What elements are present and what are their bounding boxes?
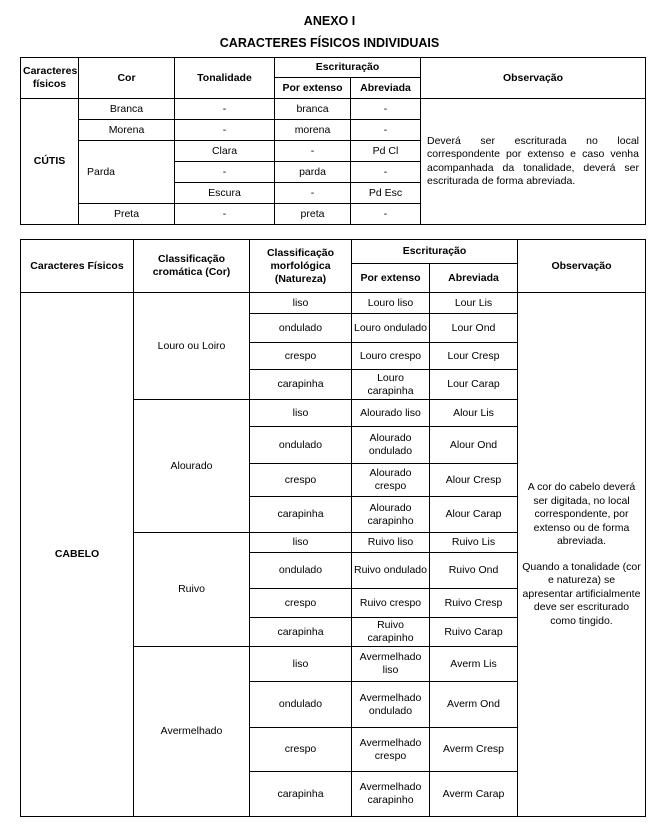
cell-extenso: - — [275, 183, 351, 204]
observation-cutis: Deverá ser escriturada no local correspondente por extenso e caso venha acompanhada da tonalidade, deverá ser escriturada de forma abreviada. — [421, 99, 646, 225]
cell-natureza: carapinha — [250, 772, 352, 817]
header-cor: Cor — [79, 58, 175, 99]
cell-tonalidade: - — [175, 162, 275, 183]
cell-natureza: liso — [250, 533, 352, 553]
cell-extenso: branca — [275, 99, 351, 120]
cell-abreviada: - — [351, 99, 421, 120]
header-por-extenso: Por extenso — [352, 264, 430, 293]
header-observacao: Observação — [518, 240, 646, 293]
table-row — [21, 293, 646, 314]
cell-extenso: morena — [275, 120, 351, 141]
header-caracteres: Caracteres físicos — [21, 58, 79, 99]
cell-cor: Preta — [79, 204, 175, 225]
cell-abreviada: Pd Cl — [351, 141, 421, 162]
cell-abreviada: Averm Ond — [430, 682, 518, 728]
cell-natureza: ondulado — [250, 682, 352, 728]
cell-natureza: ondulado — [250, 427, 352, 464]
cell-abreviada: Alour Ond — [430, 427, 518, 464]
header-classificacao-cromatica: Classificação cromática (Cor) — [134, 240, 250, 293]
cell-natureza: liso — [250, 293, 352, 314]
header-caracteres: Caracteres Físicos — [21, 240, 134, 293]
group-label-cutis: CÚTIS — [21, 99, 79, 225]
cell-extenso: Alourado crespo — [352, 464, 430, 497]
cell-abreviada: Lour Carap — [430, 370, 518, 400]
header-abreviada: Abreviada — [351, 78, 421, 99]
cell-abreviada: Alour Lis — [430, 400, 518, 427]
cell-abreviada: Ruivo Cresp — [430, 589, 518, 618]
cell-abreviada: Averm Cresp — [430, 728, 518, 772]
cell-abreviada: Lour Cresp — [430, 343, 518, 370]
observation-paragraph-2: Quando a tonalidade (cor e natureza) se apresentar artificialmente deve ser escriturado como tingido. — [522, 560, 641, 627]
cell-natureza: crespo — [250, 464, 352, 497]
cell-extenso: preta — [275, 204, 351, 225]
cell-abreviada: Ruivo Lis — [430, 533, 518, 553]
cell-natureza: carapinha — [250, 497, 352, 533]
header-observacao: Observação — [421, 58, 646, 99]
cell-natureza: ondulado — [250, 314, 352, 343]
cell-extenso: Avermelhado liso — [352, 647, 430, 682]
cell-abreviada: Ruivo Ond — [430, 553, 518, 589]
cell-extenso: Ruivo crespo — [352, 589, 430, 618]
cell-abreviada: Ruivo Carap — [430, 618, 518, 647]
cell-tonalidade: Escura — [175, 183, 275, 204]
annex-title: ANEXO I — [303, 14, 356, 28]
cell-extenso: Ruivo liso — [352, 533, 430, 553]
header-classificacao-morfologica: Classificação morfológica (Natureza) — [250, 240, 352, 293]
cell-tonalidade: - — [175, 99, 275, 120]
cell-extenso: Alourado liso — [352, 400, 430, 427]
cell-extenso: parda — [275, 162, 351, 183]
header-escrituracao: Escrituração — [275, 58, 421, 78]
cell-tonalidade: - — [175, 204, 275, 225]
cell-natureza: liso — [250, 647, 352, 682]
header-escrituracao: Escrituração — [352, 240, 518, 264]
cell-extenso: Alourado ondulado — [352, 427, 430, 464]
group-label-cabelo: CABELO — [21, 293, 134, 817]
cell-abreviada: Averm Carap — [430, 772, 518, 817]
observation-cabelo — [518, 293, 646, 817]
cell-extenso: Avermelhado ondulado — [352, 682, 430, 728]
cell-extenso: Avermelhado carapinho — [352, 772, 430, 817]
cell-cor: Morena — [79, 120, 175, 141]
cell-cor: Louro ou Loiro — [134, 293, 250, 400]
cell-natureza: carapinha — [250, 370, 352, 400]
cell-natureza: carapinha — [250, 618, 352, 647]
header-abreviada: Abreviada — [430, 264, 518, 293]
cell-abreviada: Alour Cresp — [430, 464, 518, 497]
cell-abreviada: - — [351, 162, 421, 183]
cell-cor: Branca — [79, 99, 175, 120]
cell-extenso: Louro liso — [352, 293, 430, 314]
cell-extenso: Louro crespo — [352, 343, 430, 370]
cell-abreviada: Lour Ond — [430, 314, 518, 343]
cell-extenso: Avermelhado crespo — [352, 728, 430, 772]
cell-abreviada: Pd Esc — [351, 183, 421, 204]
cell-abreviada: Alour Carap — [430, 497, 518, 533]
cell-cor: Alourado — [134, 400, 250, 533]
cell-extenso: Louro ondulado — [352, 314, 430, 343]
cabelo-table — [20, 239, 646, 817]
cell-extenso: Ruivo ondulado — [352, 553, 430, 589]
cell-natureza: crespo — [250, 589, 352, 618]
cutis-table — [20, 57, 646, 225]
cell-natureza: liso — [250, 400, 352, 427]
cell-natureza: ondulado — [250, 553, 352, 589]
cell-tonalidade: - — [175, 120, 275, 141]
cell-natureza: crespo — [250, 728, 352, 772]
cell-natureza: crespo — [250, 343, 352, 370]
cell-abreviada: Averm Lis — [430, 647, 518, 682]
cell-abreviada: Lour Lis — [430, 293, 518, 314]
cell-cor: Ruivo — [134, 533, 250, 647]
cell-tonalidade: Clara — [175, 141, 275, 162]
table-row — [21, 99, 646, 120]
header-tonalidade: Tonalidade — [175, 58, 275, 99]
cell-cor: Avermelhado — [134, 647, 250, 817]
cell-extenso: Alourado carapinho — [352, 497, 430, 533]
document-title: CARACTERES FÍSICOS INDIVIDUAIS — [219, 36, 440, 50]
cell-extenso: Ruivo carapinho — [352, 618, 430, 647]
cell-extenso: Louro carapinha — [352, 370, 430, 400]
cell-cor: Parda — [79, 141, 175, 204]
header-por-extenso: Por extenso — [275, 78, 351, 99]
cell-abreviada: - — [351, 204, 421, 225]
cell-abreviada: - — [351, 120, 421, 141]
cell-extenso: - — [275, 141, 351, 162]
observation-paragraph-1: A cor do cabelo deverá ser digitada, no local correspondente, por extenso ou de forma abreviada. — [527, 481, 636, 547]
